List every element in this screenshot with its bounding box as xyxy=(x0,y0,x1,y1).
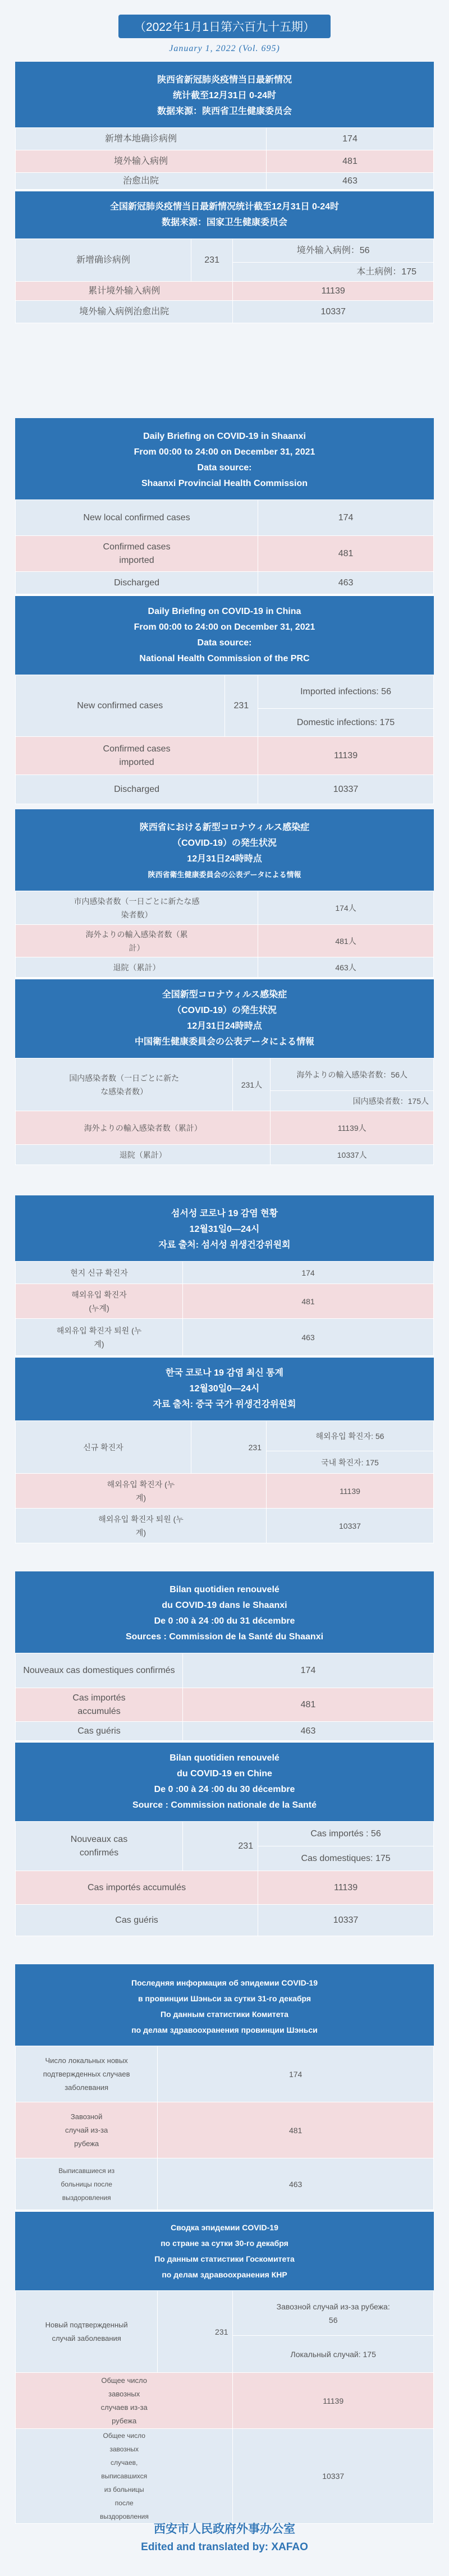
translation-credit: Edited and translated by: XAFAO xyxy=(141,2541,308,2553)
table-row: 현지 신규 확진자 174 xyxy=(16,1262,434,1284)
table-row: New confirmed cases 231 Imported infections: 56 xyxy=(16,675,434,709)
table-row: 市内感染者数（一日ごとに新たな感染者数） 174人 xyxy=(16,891,434,925)
table-row: Nouveaux cas confirmés 231 Cas importés : 56 xyxy=(16,1822,434,1846)
table-row: Завозной случай из-за рубежа 481 xyxy=(16,2102,434,2158)
table-row: 境外输入病例 481 xyxy=(16,150,434,173)
china-table-ru xyxy=(15,2290,434,2524)
shaanxi-title-ja: 陝西省における新型コロナウィルス感染症 （COVID-19）の発生状況 12月31日24時時点 陝西省衛生健康委員会の公表データによる情報 xyxy=(15,812,434,891)
shaanxi-title-ru: Последняя информация об эпидемии COVID-19 в провинции Шэньси за сутки 31-го декабря По данным статистики Комитета по делам здравоохранения провинции Шэньси xyxy=(15,1967,434,2046)
table-row: Общее число завозных случаев, выписавшихся из больницы после выздоровления 10337 xyxy=(16,2429,434,2524)
table-row: Cas importés accumulés 481 xyxy=(16,1688,434,1722)
table-row: Nouveaux cas domestiques confirmés 174 xyxy=(16,1653,434,1688)
shaanxi-table-ru xyxy=(15,2046,434,2210)
table-row: Локальный случай: 175 xyxy=(16,2336,434,2373)
table-row: 退院（累計） 463人 xyxy=(16,957,434,978)
table-row: Confirmed cases imported 481 xyxy=(16,536,434,572)
table-row: 海外よりの輸入感染者数（累計） 481人 xyxy=(16,925,434,957)
shaanxi-title-zh: 陕西省新冠肺炎疫情当日最新情况 统计截至12月31日 0-24时 数据来源：陕西省卫生健康委员会 xyxy=(15,65,434,127)
table-row: 新增确诊病例 231 境外输入病例：56 xyxy=(16,239,434,263)
china-table-en xyxy=(15,675,434,804)
section-english xyxy=(15,418,434,804)
table-row: Новый подтвержденный случай заболевания 231 Завозной случай из-за рубежа: 56 xyxy=(16,2291,434,2336)
table-row: 해외유입 확진자 (누계) 11139 xyxy=(16,1474,434,1509)
table-row: 해외유입 확진자 (누계) 481 xyxy=(16,1284,434,1319)
table-row: 海外よりの輸入感染者数（累計） 11139人 xyxy=(16,1111,434,1145)
issue-english: January 1, 2022 (Vol. 695) xyxy=(169,44,280,53)
section-chinese xyxy=(15,62,434,323)
table-row: 国内感染者数（一日ごとに新たな感染者数） 231人 海外よりの輸入感染者数：56人 xyxy=(16,1058,434,1091)
table-row: Confirmed cases imported 11139 xyxy=(16,737,434,775)
table-row: 국내 확진자: 175 xyxy=(16,1451,434,1474)
china-table-ja xyxy=(15,1058,434,1165)
page-header xyxy=(0,0,449,52)
table-row: Cas domestiques: 175 xyxy=(16,1846,434,1871)
table-row: Discharged 10337 xyxy=(16,775,434,804)
table-row: Выписавшиеся из больницы после выздоровления 463 xyxy=(16,2158,434,2210)
organization-name: 西安市人民政府外事办公室 xyxy=(154,2523,295,2536)
table-row: 国内感染者数：175人 xyxy=(16,1091,434,1111)
table-row: Cas guéris 10337 xyxy=(16,1905,434,1936)
table-row: Cas importés accumulés 11139 xyxy=(16,1871,434,1905)
china-title-ja: 全国新型コロナウィルス感染症 （COVID-19）の発生状況 12月31日24時時点 中国衛生健康委員会の公表データによる情報 xyxy=(15,979,434,1058)
china-table-fr xyxy=(15,1821,434,1936)
table-row: 退院（累計） 10337人 xyxy=(16,1145,434,1165)
table-row: 해외유입 확진자 퇴원 (누계) 463 xyxy=(16,1319,434,1356)
china-title-ru: Сводка эпидемии COVID-19 по стране за сутки 30-го декабря По данным статистики Госкомитета по делам здравоохранения КНР xyxy=(15,2212,434,2290)
table-row: New local confirmed cases 174 xyxy=(16,500,434,536)
china-title-ko: 한국 코로나 19 감염 최신 통계 12월30일0—24시 자료 출처: 중국 국가 위생건강위원회 xyxy=(15,1358,434,1420)
table-row: Общее число завозных случаев из-за рубежа 11139 xyxy=(16,2373,434,2429)
shaanxi-table-fr xyxy=(15,1653,434,1741)
shaanxi-title-en: Daily Briefing on COVID-19 in Shaanxi From 00:00 to 24:00 on December 31, 2021 Data source: Shaanxi Provincial Health Commission xyxy=(15,421,434,499)
section-russian xyxy=(15,1964,434,2524)
page-footer xyxy=(0,2520,449,2554)
shaanxi-table-zh xyxy=(15,127,434,190)
table-row: Cas guéris 463 xyxy=(16,1722,434,1741)
table-row: 本土病例：175 xyxy=(16,263,434,282)
section-french xyxy=(15,1571,434,1936)
table-row: Discharged 463 xyxy=(16,572,434,594)
shaanxi-table-en xyxy=(15,499,434,594)
shaanxi-table-ja xyxy=(15,891,434,978)
shaanxi-table-ko xyxy=(15,1261,434,1356)
table-row: 신규 확진자 231 해외유입 확진자: 56 xyxy=(16,1421,434,1451)
table-row: 新增本地确诊病例 174 xyxy=(16,128,434,150)
issue-badge: （2022年1月1日第六百九十五期） xyxy=(118,15,331,38)
section-japanese xyxy=(15,809,434,1165)
table-row: 해외유입 확진자 퇴원 (누계) 10337 xyxy=(16,1509,434,1543)
table-row: Число локальных новых подтвержденных случаев заболевания 174 xyxy=(16,2046,434,2102)
china-title-en: Daily Briefing on COVID-19 in China From 00:00 to 24:00 on December 31, 2021 Data source: National Health Commission of the PRC xyxy=(15,596,434,675)
table-row: 治愈出院 463 xyxy=(16,173,434,190)
table-row: Domestic infections: 175 xyxy=(16,709,434,737)
china-title-fr: Bilan quotidien renouvelé du COVID-19 en Chine De 0 :00 à 24 :00 du 30 décembre Source : Commission nationale de la Santé xyxy=(15,1743,434,1821)
china-table-ko xyxy=(15,1420,434,1543)
shaanxi-title-ko: 섬서성 코로나 19 감염 현황 12월31일0—24시 자료 출처: 섬서성 위생건강위원회 xyxy=(15,1198,434,1261)
china-table-zh xyxy=(15,239,434,323)
china-title-zh: 全国新冠肺炎疫情当日最新情况统计截至12月31日 0-24时 数据来源：国家卫生健康委员会 xyxy=(15,191,434,239)
section-korean xyxy=(15,1195,434,1543)
table-row: 累计境外输入病例 11139 xyxy=(16,282,434,301)
shaanxi-title-fr: Bilan quotidien renouvelé du COVID-19 dans le Shaanxi De 0 :00 à 24 :00 du 31 décembre Sources : Commission de la Santé du Shaanxi xyxy=(15,1574,434,1653)
table-row: 境外输入病例治愈出院 10337 xyxy=(16,301,434,323)
